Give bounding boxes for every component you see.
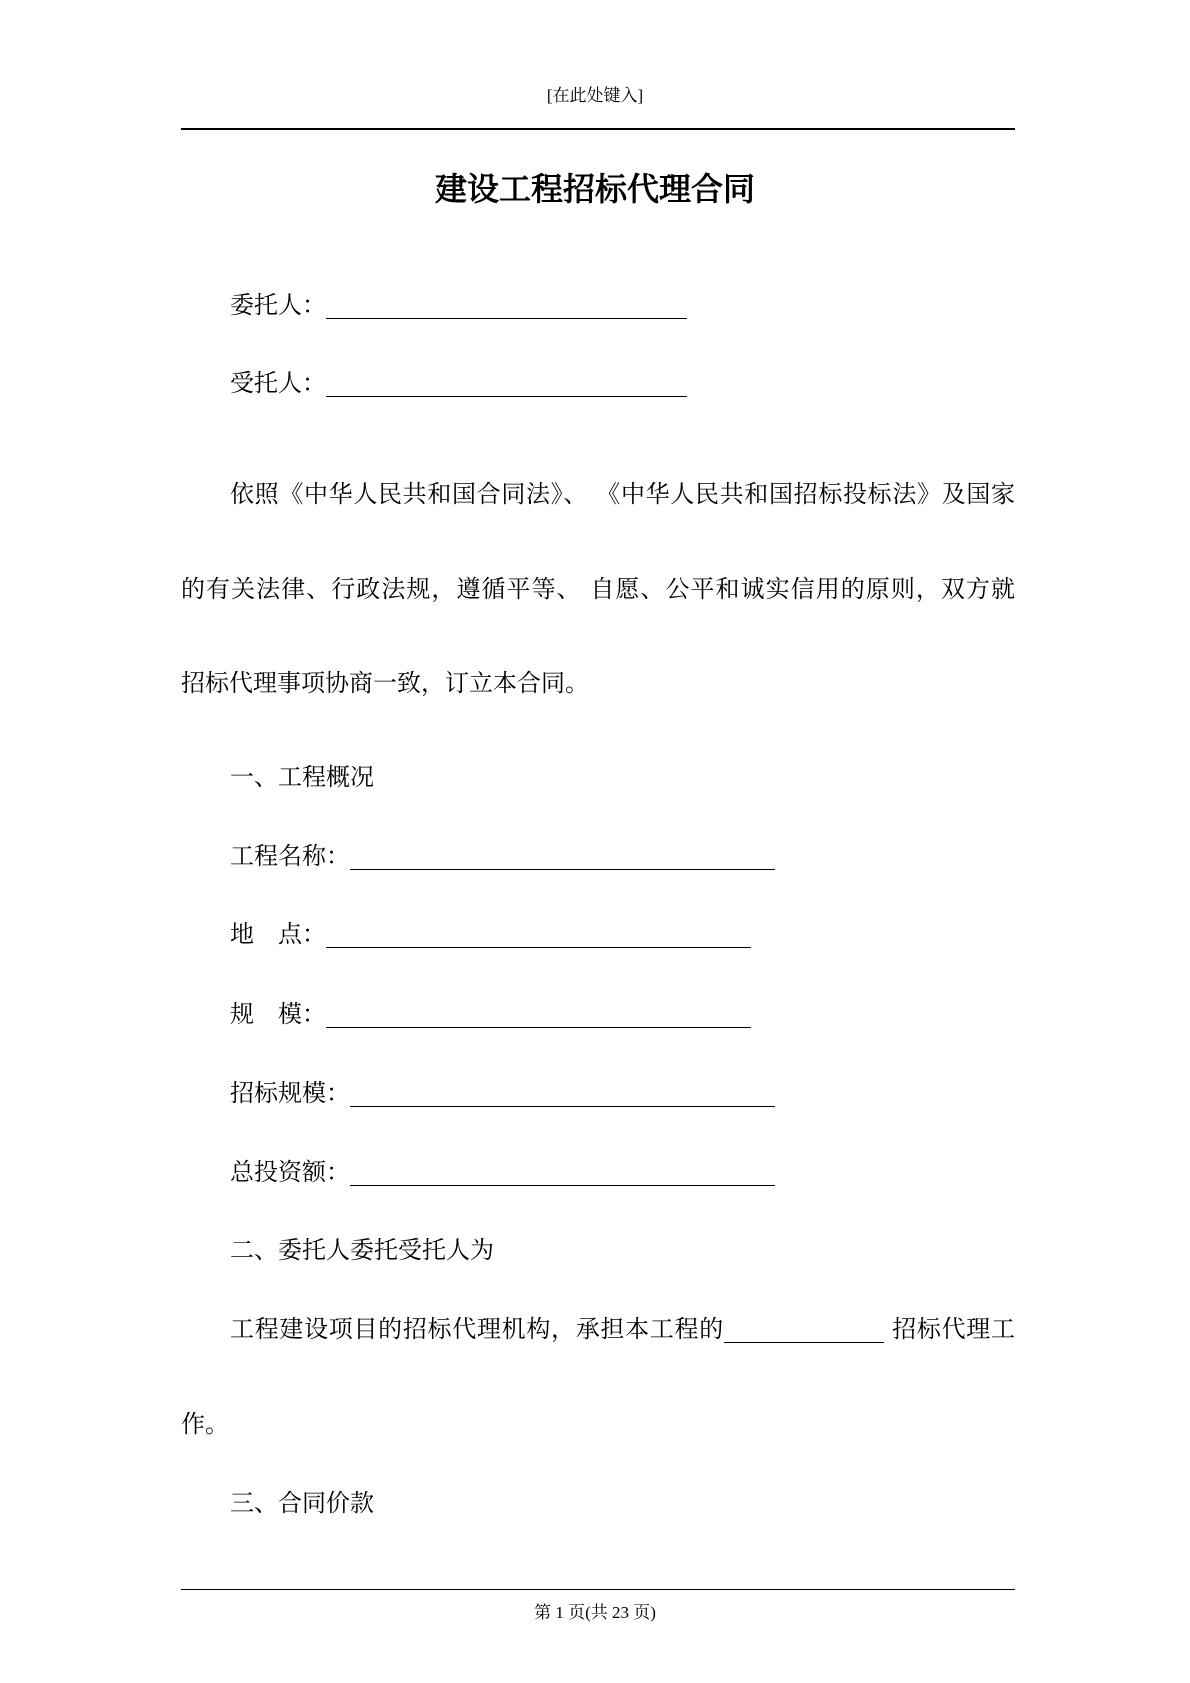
preamble-line-1: 依照《中华人民共和国合同法》、 《中华人民共和国招标投标法》及国家 [230, 480, 1015, 508]
project-name-row [230, 840, 775, 872]
tender-scale-row [230, 1077, 775, 1109]
project-name-blank [350, 840, 775, 870]
section-1-heading: 一、工程概况 [230, 763, 374, 791]
header-placeholder: [在此处键入] [546, 86, 644, 105]
section-3-heading: 三、合同价款 [230, 1489, 374, 1517]
section-2-heading: 二、委托人委托受托人为 [230, 1236, 494, 1264]
scale-row [230, 998, 751, 1030]
principal-blank [326, 289, 687, 319]
agency-scope-blank [724, 1313, 884, 1343]
project-name-label: 工程名称： [230, 842, 350, 870]
page-number: 第 1 页(共 23 页) [534, 1603, 656, 1622]
document-title: 建设工程招标代理合同 [434, 170, 755, 208]
footer-rule [181, 1589, 1015, 1590]
scale-label: 规 模： [230, 1000, 326, 1028]
agent-row [230, 367, 687, 399]
section-2-line-1 [230, 1313, 1015, 1345]
total-investment-blank [350, 1156, 775, 1186]
principal-row [230, 289, 687, 321]
total-investment-row [230, 1156, 775, 1188]
agent-blank [326, 367, 687, 397]
scale-blank [326, 998, 751, 1028]
section-2-text-after: 招标代理工 [883, 1315, 1015, 1343]
agent-label: 受托人： [230, 369, 326, 397]
preamble-line-3: 招标代理事项协商一致，订立本合同。 [181, 669, 589, 697]
principal-label: 委托人： [230, 291, 326, 319]
tender-scale-blank [350, 1077, 775, 1107]
location-label: 地 点： [230, 920, 326, 948]
section-2-line-2: 作。 [181, 1410, 229, 1438]
section-2-text-before: 工程建设项目的招标代理机构，承担本工程的 [230, 1315, 724, 1343]
total-investment-label: 总投资额： [230, 1158, 350, 1186]
location-blank [326, 918, 751, 948]
tender-scale-label: 招标规模： [230, 1079, 350, 1107]
location-row [230, 918, 751, 950]
header-rule [181, 128, 1015, 130]
preamble-line-2: 的有关法律、行政法规，遵循平等、 自愿、公平和诚实信用的原则，双方就 [181, 575, 1015, 603]
